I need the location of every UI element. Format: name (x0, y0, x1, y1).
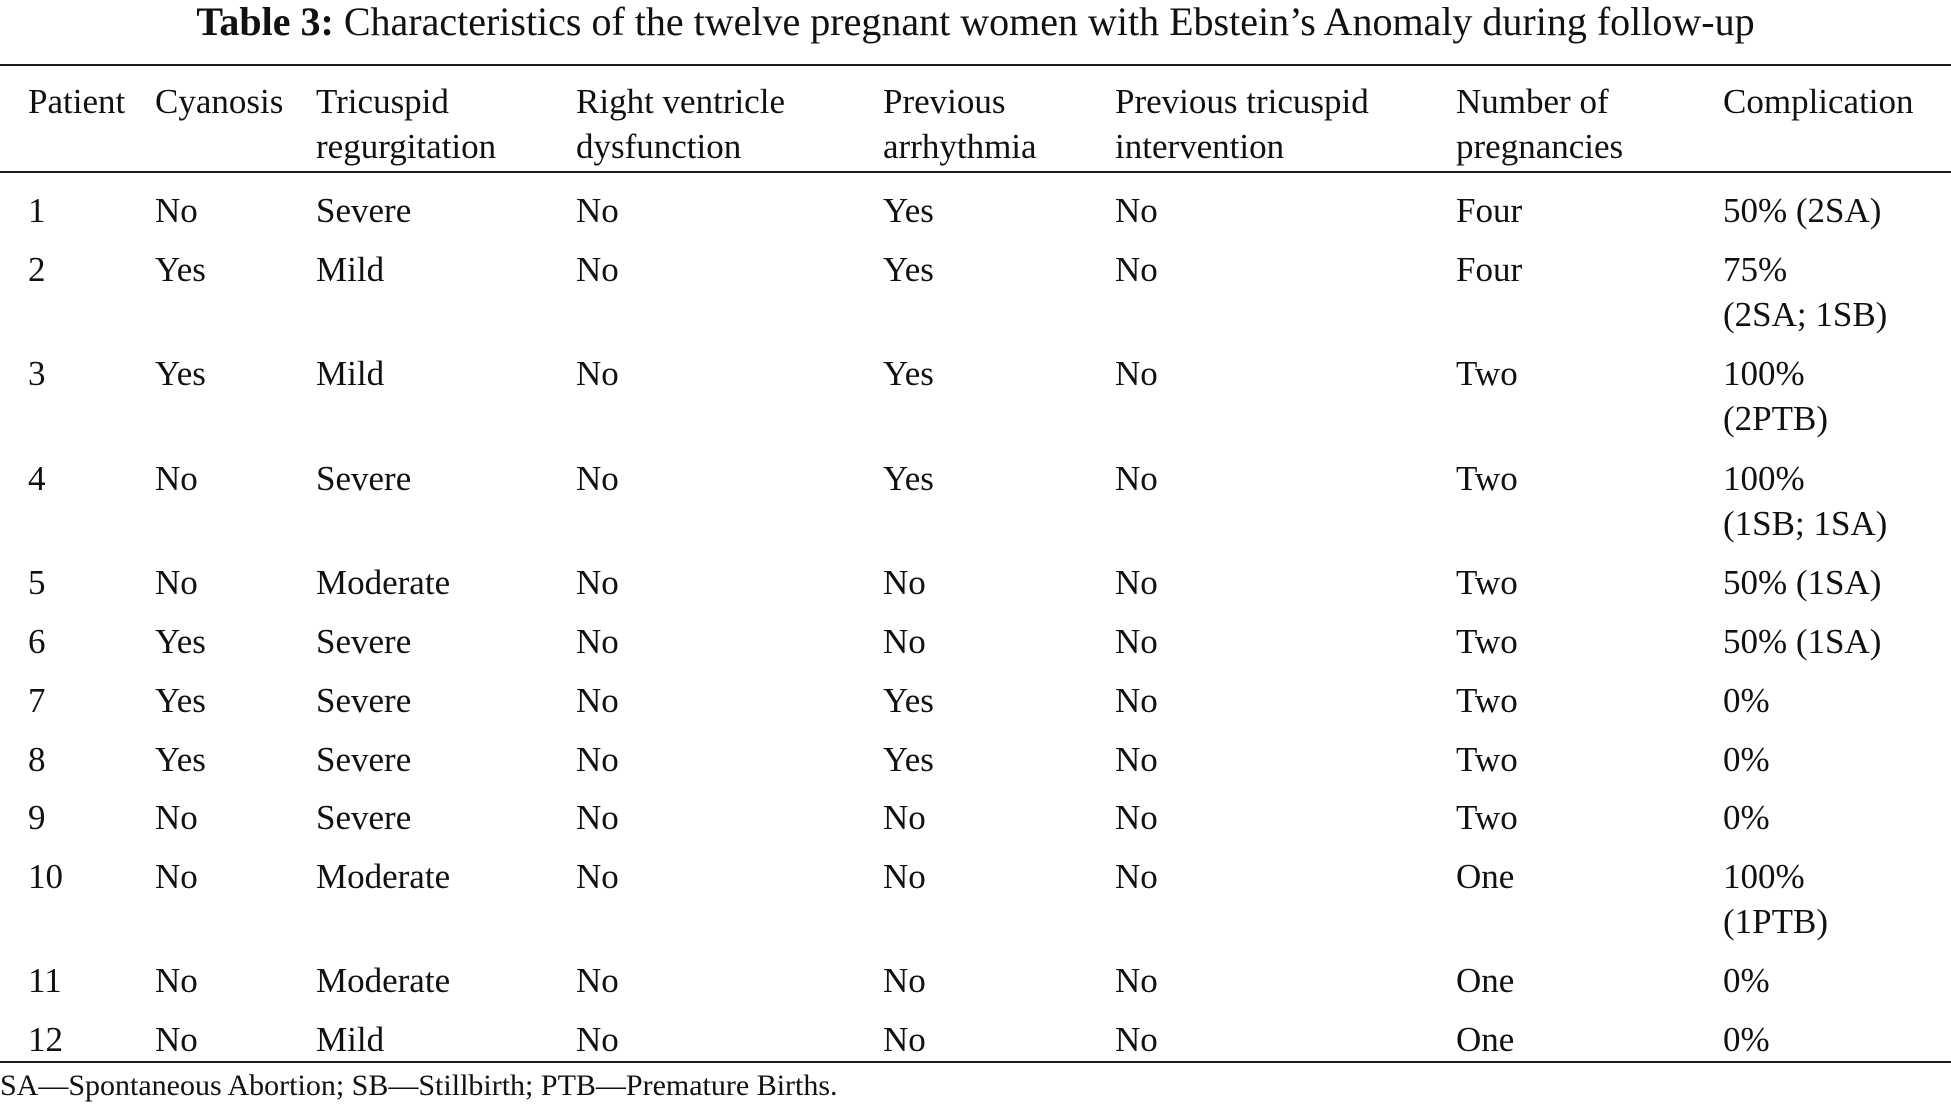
cell-complication (1723, 247, 1887, 337)
header-tricuspid-regurgitation (316, 79, 496, 169)
cell-right-ventricle-dysfunction (576, 188, 619, 233)
cell-right-ventricle-dysfunction-text: No (576, 681, 619, 720)
cell-cyanosis (155, 619, 206, 664)
header-complication-line1: Complication (1723, 82, 1914, 121)
cell-cyanosis (155, 1017, 198, 1062)
cell-previous-tricuspid-intervention (1115, 247, 1158, 292)
cell-cyanosis (155, 188, 198, 233)
cell-patient (28, 247, 46, 292)
header-tricuspid-regurgitation-line1: Tricuspid (316, 82, 449, 121)
header-patient (28, 79, 125, 124)
cell-previous-arrhythmia-text: No (883, 857, 926, 896)
cell-complication-detail: (1SB; 1SA) (1723, 504, 1888, 543)
cell-tricuspid-regurgitation (316, 456, 411, 501)
cell-complication-text: 100% (1723, 857, 1805, 896)
cell-cyanosis (155, 737, 206, 782)
header-previous-tricuspid-intervention (1115, 79, 1369, 169)
table-caption-text: Characteristics of the twelve pregnant women with Ebstein’s Anomaly during follow-up (343, 0, 1755, 44)
cell-tricuspid-regurgitation (316, 854, 450, 899)
cell-complication-detail: (1PTB) (1723, 902, 1828, 941)
cell-previous-arrhythmia (883, 1017, 926, 1062)
cell-complication (1723, 795, 1770, 840)
cell-cyanosis-text: No (155, 798, 198, 837)
cell-cyanosis-text: No (155, 191, 198, 230)
header-previous-tricuspid-intervention-line1: Previous tricuspid (1115, 82, 1369, 121)
header-complication (1723, 79, 1914, 124)
cell-cyanosis-text: No (155, 1020, 198, 1059)
cell-right-ventricle-dysfunction-text: No (576, 191, 619, 230)
cell-previous-tricuspid-intervention-text: No (1115, 798, 1158, 837)
cell-number-of-pregnancies (1456, 560, 1518, 605)
cell-cyanosis (155, 958, 198, 1003)
cell-right-ventricle-dysfunction (576, 795, 619, 840)
cell-previous-arrhythmia (883, 678, 934, 723)
header-number-of-pregnancies (1456, 79, 1623, 169)
cell-complication (1723, 560, 1881, 605)
cell-cyanosis (155, 560, 198, 605)
header-tricuspid-regurgitation-line2: regurgitation (316, 127, 497, 166)
cell-number-of-pregnancies-text: Two (1456, 681, 1518, 720)
cell-cyanosis-text: No (155, 459, 198, 498)
cell-cyanosis (155, 351, 206, 396)
cell-previous-tricuspid-intervention (1115, 560, 1158, 605)
cell-complication-text: 50% (1SA) (1723, 622, 1882, 661)
cell-right-ventricle-dysfunction-text: No (576, 622, 619, 661)
cell-patient-text: 3 (28, 354, 46, 393)
cell-right-ventricle-dysfunction (576, 678, 619, 723)
cell-patient-text: 2 (28, 250, 46, 289)
cell-right-ventricle-dysfunction-text: No (576, 961, 619, 1000)
cell-cyanosis (155, 456, 198, 501)
cell-right-ventricle-dysfunction-text: No (576, 563, 619, 602)
cell-complication-text: 0% (1723, 1020, 1770, 1059)
cell-tricuspid-regurgitation (316, 619, 411, 664)
header-right-ventricle-dysfunction-line2: dysfunction (576, 127, 742, 166)
cell-previous-arrhythmia-text: No (883, 961, 926, 1000)
cell-number-of-pregnancies-text: One (1456, 857, 1515, 896)
cell-complication-detail: (2SA; 1SB) (1723, 295, 1888, 334)
cell-previous-arrhythmia (883, 795, 926, 840)
cell-tricuspid-regurgitation-text: Moderate (316, 563, 451, 602)
cell-previous-tricuspid-intervention (1115, 958, 1158, 1003)
table-header-rule (0, 171, 1951, 173)
table-bottom-rule (0, 1061, 1951, 1063)
cell-patient (28, 958, 62, 1003)
cell-previous-tricuspid-intervention-text: No (1115, 459, 1158, 498)
cell-tricuspid-regurgitation (316, 560, 450, 605)
cell-previous-tricuspid-intervention-text: No (1115, 622, 1158, 661)
header-previous-arrhythmia (883, 79, 1037, 169)
cell-tricuspid-regurgitation-text: Moderate (316, 857, 451, 896)
cell-previous-arrhythmia-text: No (883, 1020, 926, 1059)
cell-right-ventricle-dysfunction-text: No (576, 740, 619, 779)
cell-complication-text: 100% (1723, 354, 1805, 393)
cell-patient (28, 854, 63, 899)
cell-tricuspid-regurgitation (316, 678, 411, 723)
cell-right-ventricle-dysfunction (576, 1017, 619, 1062)
cell-patient-text: 7 (28, 681, 46, 720)
cell-number-of-pregnancies-text: Two (1456, 354, 1518, 393)
cell-complication (1723, 456, 1887, 546)
cell-patient-text: 6 (28, 622, 46, 661)
table-footnote: SA—Spontaneous Abortion; SB—Stillbirth; PTB—Premature Births. (0, 1069, 838, 1102)
cell-complication (1723, 619, 1881, 664)
cell-patient (28, 1017, 63, 1062)
cell-patient-text: 9 (28, 798, 46, 837)
cell-patient-text: 12 (28, 1020, 63, 1059)
cell-patient (28, 795, 46, 840)
cell-right-ventricle-dysfunction-text: No (576, 459, 619, 498)
header-previous-tricuspid-intervention-line2: intervention (1115, 127, 1285, 166)
cell-tricuspid-regurgitation-text: Severe (316, 681, 412, 720)
table-top-rule (0, 64, 1951, 66)
cell-patient-text: 4 (28, 459, 46, 498)
cell-patient (28, 678, 46, 723)
cell-complication (1723, 351, 1828, 441)
cell-number-of-pregnancies (1456, 1017, 1514, 1062)
cell-complication-text: 0% (1723, 961, 1770, 1000)
cell-patient (28, 737, 46, 782)
cell-previous-tricuspid-intervention (1115, 1017, 1158, 1062)
cell-complication-text: 50% (1SA) (1723, 563, 1882, 602)
cell-cyanosis-text: No (155, 563, 198, 602)
cell-complication-detail: (2PTB) (1723, 399, 1828, 438)
cell-previous-arrhythmia (883, 958, 926, 1003)
header-number-of-pregnancies-line2: pregnancies (1456, 127, 1624, 166)
cell-previous-tricuspid-intervention (1115, 188, 1158, 233)
cell-number-of-pregnancies (1456, 854, 1514, 899)
cell-right-ventricle-dysfunction (576, 560, 619, 605)
header-cyanosis-line1: Cyanosis (155, 82, 284, 121)
cell-patient (28, 560, 46, 605)
cell-previous-arrhythmia (883, 854, 926, 899)
cell-patient-text: 1 (28, 191, 46, 230)
cell-complication (1723, 958, 1770, 1003)
cell-previous-arrhythmia (883, 188, 934, 233)
cell-previous-tricuspid-intervention (1115, 351, 1158, 396)
cell-previous-tricuspid-intervention-text: No (1115, 740, 1158, 779)
cell-tricuspid-regurgitation-text: Severe (316, 798, 412, 837)
cell-complication (1723, 737, 1770, 782)
cell-number-of-pregnancies-text: Two (1456, 563, 1518, 602)
cell-cyanosis-text: No (155, 857, 198, 896)
cell-right-ventricle-dysfunction-text: No (576, 798, 619, 837)
cell-tricuspid-regurgitation-text: Severe (316, 740, 412, 779)
cell-previous-arrhythmia (883, 456, 934, 501)
cell-cyanosis (155, 247, 206, 292)
cell-cyanosis (155, 795, 198, 840)
cell-tricuspid-regurgitation-text: Severe (316, 459, 412, 498)
cell-previous-arrhythmia-text: Yes (883, 250, 934, 289)
cell-previous-arrhythmia (883, 737, 934, 782)
cell-cyanosis (155, 678, 206, 723)
header-right-ventricle-dysfunction-line1: Right ventricle (576, 82, 785, 121)
cell-tricuspid-regurgitation-text: Mild (316, 354, 385, 393)
cell-complication-text: 50% (2SA) (1723, 191, 1882, 230)
cell-right-ventricle-dysfunction-text: No (576, 354, 619, 393)
cell-previous-tricuspid-intervention-text: No (1115, 1020, 1158, 1059)
cell-complication (1723, 1017, 1770, 1062)
cell-number-of-pregnancies-text: Four (1456, 250, 1523, 289)
cell-complication-text: 0% (1723, 740, 1770, 779)
cell-number-of-pregnancies (1456, 456, 1518, 501)
cell-patient (28, 351, 46, 396)
cell-patient-text: 8 (28, 740, 46, 779)
cell-right-ventricle-dysfunction-text: No (576, 857, 619, 896)
cell-number-of-pregnancies (1456, 958, 1514, 1003)
header-number-of-pregnancies-line1: Number of (1456, 82, 1609, 121)
cell-tricuspid-regurgitation (316, 247, 384, 292)
cell-previous-arrhythmia-text: Yes (883, 191, 934, 230)
cell-number-of-pregnancies (1456, 188, 1522, 233)
cell-number-of-pregnancies-text: Two (1456, 740, 1518, 779)
cell-cyanosis-text: Yes (155, 740, 206, 779)
cell-previous-tricuspid-intervention (1115, 795, 1158, 840)
cell-complication-text: 0% (1723, 798, 1770, 837)
cell-patient (28, 188, 46, 233)
cell-number-of-pregnancies-text: One (1456, 1020, 1515, 1059)
cell-previous-tricuspid-intervention-text: No (1115, 354, 1158, 393)
cell-right-ventricle-dysfunction (576, 247, 619, 292)
cell-tricuspid-regurgitation (316, 737, 411, 782)
cell-previous-arrhythmia (883, 560, 926, 605)
cell-patient (28, 456, 46, 501)
header-right-ventricle-dysfunction (576, 79, 785, 169)
cell-complication-text: 0% (1723, 681, 1770, 720)
cell-right-ventricle-dysfunction (576, 456, 619, 501)
cell-complication-text: 75% (1723, 250, 1788, 289)
header-previous-arrhythmia-line2: arrhythmia (883, 127, 1037, 166)
cell-number-of-pregnancies-text: Four (1456, 191, 1523, 230)
cell-number-of-pregnancies (1456, 619, 1518, 664)
cell-right-ventricle-dysfunction (576, 737, 619, 782)
cell-previous-arrhythmia-text: No (883, 798, 926, 837)
cell-previous-tricuspid-intervention-text: No (1115, 681, 1158, 720)
cell-previous-tricuspid-intervention (1115, 619, 1158, 664)
cell-tricuspid-regurgitation (316, 188, 411, 233)
cell-cyanosis-text: Yes (155, 681, 206, 720)
cell-previous-arrhythmia (883, 351, 934, 396)
cell-cyanosis-text: Yes (155, 354, 206, 393)
cell-previous-arrhythmia (883, 619, 926, 664)
cell-complication (1723, 854, 1828, 944)
cell-previous-tricuspid-intervention-text: No (1115, 961, 1158, 1000)
cell-complication (1723, 678, 1770, 723)
cell-right-ventricle-dysfunction (576, 854, 619, 899)
cell-cyanosis-text: No (155, 961, 198, 1000)
cell-previous-tricuspid-intervention-text: No (1115, 250, 1158, 289)
cell-tricuspid-regurgitation-text: Severe (316, 622, 412, 661)
header-cyanosis (155, 79, 283, 124)
cell-number-of-pregnancies-text: One (1456, 961, 1515, 1000)
cell-previous-tricuspid-intervention-text: No (1115, 857, 1158, 896)
cell-cyanosis (155, 854, 198, 899)
cell-previous-arrhythmia (883, 247, 934, 292)
cell-patient (28, 619, 46, 664)
cell-patient-text: 5 (28, 563, 46, 602)
cell-number-of-pregnancies (1456, 737, 1518, 782)
cell-previous-arrhythmia-text: Yes (883, 459, 934, 498)
cell-previous-arrhythmia-text: Yes (883, 354, 934, 393)
cell-previous-tricuspid-intervention-text: No (1115, 563, 1158, 602)
cell-previous-arrhythmia-text: No (883, 622, 926, 661)
cell-patient-text: 10 (28, 857, 63, 896)
cell-previous-arrhythmia-text: No (883, 563, 926, 602)
cell-previous-arrhythmia-text: Yes (883, 740, 934, 779)
cell-number-of-pregnancies (1456, 795, 1518, 840)
cell-number-of-pregnancies-text: Two (1456, 622, 1518, 661)
cell-number-of-pregnancies-text: Two (1456, 798, 1518, 837)
table-caption-label: Table 3: (196, 0, 334, 44)
header-patient-line1: Patient (28, 82, 126, 121)
cell-right-ventricle-dysfunction-text: No (576, 250, 619, 289)
cell-tricuspid-regurgitation (316, 958, 450, 1003)
cell-tricuspid-regurgitation (316, 795, 411, 840)
cell-previous-tricuspid-intervention (1115, 854, 1158, 899)
cell-previous-tricuspid-intervention-text: No (1115, 191, 1158, 230)
cell-tricuspid-regurgitation-text: Severe (316, 191, 412, 230)
cell-number-of-pregnancies-text: Two (1456, 459, 1518, 498)
cell-cyanosis-text: Yes (155, 622, 206, 661)
cell-right-ventricle-dysfunction (576, 351, 619, 396)
cell-right-ventricle-dysfunction (576, 958, 619, 1003)
cell-tricuspid-regurgitation-text: Mild (316, 1020, 385, 1059)
table-caption (0, 0, 1951, 58)
cell-previous-arrhythmia-text: Yes (883, 681, 934, 720)
cell-number-of-pregnancies (1456, 351, 1518, 396)
cell-tricuspid-regurgitation-text: Mild (316, 250, 385, 289)
cell-previous-tricuspid-intervention (1115, 737, 1158, 782)
cell-right-ventricle-dysfunction-text: No (576, 1020, 619, 1059)
cell-previous-tricuspid-intervention (1115, 678, 1158, 723)
cell-number-of-pregnancies (1456, 678, 1518, 723)
cell-right-ventricle-dysfunction (576, 619, 619, 664)
header-previous-arrhythmia-line1: Previous (883, 82, 1006, 121)
cell-patient-text: 11 (28, 961, 62, 1000)
cell-tricuspid-regurgitation (316, 1017, 384, 1062)
cell-complication-text: 100% (1723, 459, 1805, 498)
cell-cyanosis-text: Yes (155, 250, 206, 289)
cell-complication (1723, 188, 1881, 233)
cell-number-of-pregnancies (1456, 247, 1522, 292)
cell-tricuspid-regurgitation-text: Moderate (316, 961, 451, 1000)
cell-tricuspid-regurgitation (316, 351, 384, 396)
cell-previous-tricuspid-intervention (1115, 456, 1158, 501)
